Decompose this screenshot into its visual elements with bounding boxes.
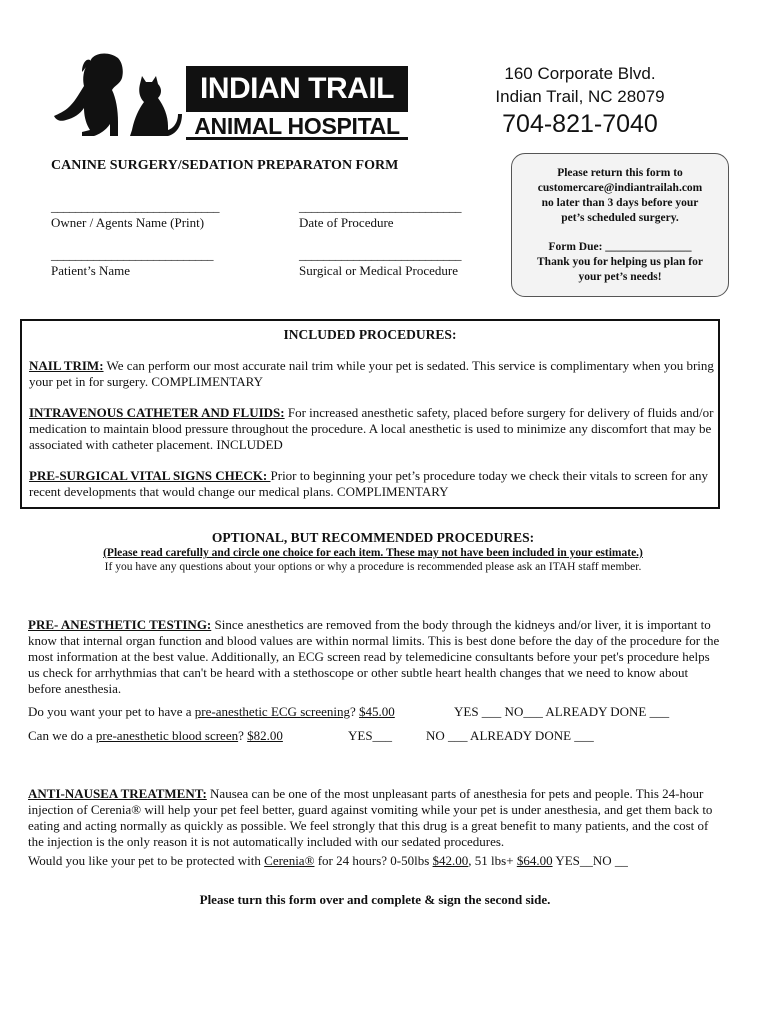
- blood-question: [28, 728, 283, 744]
- patient-name-field[interactable]: ___________________________: [51, 247, 213, 262]
- ecg-question-mark: ?: [350, 704, 360, 719]
- vital-signs-text: Prior to beginning your pet’s procedure today we check their vitals to screen for any recent developments that would change our medical plans. COMPLIMENTARY: [29, 468, 709, 499]
- blood-options[interactable]: NO ___ ALREADY DONE ___: [426, 728, 594, 743]
- cerenia-price-large: $64.00: [516, 853, 553, 868]
- iv-catheter-title: INTRAVENOUS CATHETER AND FLUIDS:: [29, 405, 285, 420]
- logo-top-text: INDIAN TRAIL: [186, 66, 408, 112]
- notice-line: your pet’s needs!: [578, 271, 662, 283]
- pre-anesthetic-text: Since anesthetics are removed from the body through the kidneys and/or liver, it is important to know that internal organ function and blood values are within normal limits. This is best done before the day of the procedure for the most information at the best value. Additionally, an ECG screen read by telemedicine consultants before your pet's procedure helps us check for arrhythmias that can't be heard with a stethoscope or other subtle heart health changes that we need to know about before anesthesia.: [28, 617, 720, 696]
- notice-line: Please return this form to: [557, 167, 683, 179]
- vital-signs-title: PRE-SURGICAL VITAL SIGNS CHECK:: [29, 468, 271, 483]
- address-line-2: Indian Trail, NC 28079: [495, 87, 665, 106]
- optional-heading: OPTIONAL, BUT RECOMMENDED PROCEDURES:: [211, 530, 535, 545]
- blood-question-text: Can we do a: [28, 728, 96, 743]
- form-title: CANINE SURGERY/SEDATION PREPARATON FORM: [51, 158, 399, 173]
- form-due-field[interactable]: Form Due: _______________: [548, 241, 692, 253]
- procedure-date-field[interactable]: ___________________________: [299, 199, 461, 214]
- logo-bottom-text: ANIMAL HOSPITAL: [186, 112, 408, 140]
- cerenia-price-small: $42.00: [432, 853, 469, 868]
- pre-anesthetic-paragraph: [28, 617, 720, 697]
- anti-nausea-text: Nausea can be one of the most unpleasant parts of anesthesia for pets and people. This 24-hour injection of Cerenia® will help your pet feel better, guard against vomiting while your pet is under anesthesia, and get them back to eating and acting normally as quickly as possible. We feel strongly that this drug is a great benefit to many patients, and the cost of the injection is the only reason it is not automatically included with our sedated procedures.: [28, 786, 713, 849]
- return-notice-box: [511, 153, 729, 297]
- notice-line: no later than 3 days before your: [541, 197, 699, 209]
- cerenia-question-text: Would you like your pet to be protected with: [28, 853, 265, 868]
- iv-catheter-paragraph: [29, 405, 717, 453]
- blood-price: $82.00: [247, 728, 283, 743]
- cerenia-question-text: for 24 hours? 0-50lbs: [314, 853, 433, 868]
- blood-yes-option[interactable]: YES___: [348, 728, 393, 743]
- included-heading: INCLUDED PROCEDURES:: [283, 327, 457, 342]
- included-procedures-box: [20, 319, 720, 509]
- notice-line: Thank you for helping us plan for: [537, 256, 703, 268]
- logo-pets-icon: [52, 50, 184, 142]
- cerenia-options[interactable]: YES__NO __: [552, 853, 628, 868]
- ecg-link: pre-anesthetic ECG screening: [194, 704, 351, 719]
- procedure-date-label: Date of Procedure: [299, 215, 394, 230]
- procedure-name-field[interactable]: ___________________________: [299, 247, 461, 262]
- procedure-name-label: Surgical or Medical Procedure: [299, 263, 458, 278]
- nail-trim-paragraph: [29, 358, 717, 390]
- optional-instruction: (Please read carefully and circle one choice for each item. These may not have been included in your estimate.): [103, 547, 643, 559]
- blood-link: pre-anesthetic blood screen: [95, 728, 239, 743]
- anti-nausea-title: ANTI-NAUSEA TREATMENT:: [28, 786, 207, 801]
- ecg-options[interactable]: YES ___ NO___ ALREADY DONE ___: [454, 704, 670, 719]
- cerenia-question-text: , 51 lbs+: [468, 853, 517, 868]
- ecg-price: $45.00: [359, 704, 395, 719]
- iv-catheter-text: For increased anesthetic safety, placed before surgery for delivery of fluids and/or medication to maintain blood pressure throughout the procedure. A local anesthetic is used to minimize any discomfort that may be associated with catheter placement. INCLUDED: [29, 405, 714, 452]
- notice-email: customercare@indiantrailah.com: [537, 182, 703, 194]
- anti-nausea-paragraph: [28, 786, 723, 850]
- logo: [186, 66, 408, 140]
- cerenia-question[interactable]: [28, 853, 728, 869]
- vital-signs-paragraph: [29, 468, 717, 500]
- owner-name-label: Owner / Agents Name (Print): [51, 215, 205, 230]
- address-line-1: 160 Corporate Blvd.: [504, 64, 656, 83]
- cerenia-link: Cerenia®: [264, 853, 315, 868]
- nail-trim-text: We can perform our most accurate nail trim while your pet is sedated. This service is complimentary when you bring your pet in for surgery. COMPLIMENTARY: [29, 358, 714, 389]
- ecg-question-text: Do you want your pet to have a: [28, 704, 195, 719]
- patient-name-label: Patient’s Name: [51, 263, 131, 278]
- blood-question-mark: ?: [238, 728, 248, 743]
- optional-note: If you have any questions about your options or why a procedure is recommended please ask an ITAH staff member.: [104, 561, 642, 573]
- owner-name-field[interactable]: ____________________________: [51, 199, 219, 214]
- pre-anesthetic-title: PRE- ANESTHETIC TESTING:: [28, 617, 212, 632]
- footer-note: Please turn this form over and complete & sign the second side.: [199, 892, 551, 907]
- nail-trim-title: NAIL TRIM:: [29, 358, 104, 373]
- notice-line: pet’s scheduled surgery.: [561, 212, 679, 224]
- phone-number: 704-821-7040: [502, 110, 658, 138]
